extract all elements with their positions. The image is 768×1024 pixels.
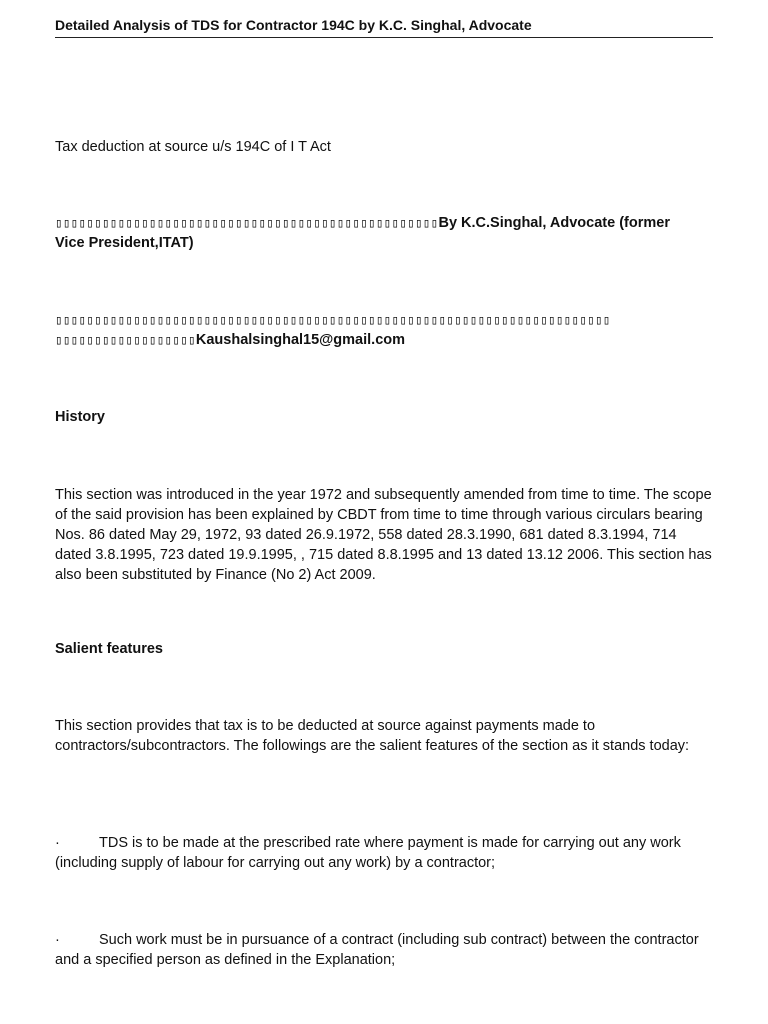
bullet-item-2: [55, 930, 715, 970]
salient-heading: Salient features: [55, 641, 163, 657]
author-email: Kaushalsinghal15@gmail.com: [195, 332, 406, 348]
unrendered-glyphs-line-1: ▯▯▯▯▯▯▯▯▯▯▯▯▯▯▯▯▯▯▯▯▯▯▯▯▯▯▯▯▯▯▯▯▯▯▯▯▯▯▯▯▯▯▯▯▯▯▯▯▯▯▯▯▯▯▯▯▯▯▯▯▯▯▯▯▯▯▯▯▯▯▯: [55, 312, 611, 327]
author-line-2: Vice President,ITAT): [55, 235, 194, 251]
history-text: This section was introduced in the year 1972 and subsequently amended from time to time. The scope of the said provision has been explained by CBDT from time to time through various circulars bearing Nos. 86 dated May 29, 1972, 93 dated 26.9.1972, 558 dated 28.3.1990, 681 dated 8.3.1994, 714 dated 3.8.1995, 723 dated 19.9.1995, , 715 dated 8.8.1995 and 13 dated 13.12 2006. This section has also been substituted by Finance (No 2) Act 2009.: [55, 487, 712, 583]
unrendered-glyphs: ▯▯▯▯▯▯▯▯▯▯▯▯▯▯▯▯▯▯▯▯▯▯▯▯▯▯▯▯▯▯▯▯▯▯▯▯▯▯▯▯▯▯▯▯▯▯▯▯▯: [55, 215, 439, 230]
author-line: By K.C.Singhal, Advocate (former: [438, 215, 670, 231]
unrendered-glyphs-line-2: ▯▯▯▯▯▯▯▯▯▯▯▯▯▯▯▯▯▯: [55, 332, 196, 347]
email-paragraph: [55, 310, 761, 350]
document-title: Detailed Analysis of TDS for Contractor 194C by K.C. Singhal, Advocate: [55, 17, 532, 33]
bullet-item-1: [55, 833, 715, 873]
intro-line: Tax deduction at source u/s 194C of I T Act: [55, 139, 331, 155]
salient-text: This section provides that tax is to be deducted at source against payments made to contractors/subcontractors. The followings are the salient features of the section as it stands today:: [55, 718, 690, 754]
bullet-icon: ·: [55, 932, 60, 948]
history-heading: History: [55, 409, 105, 425]
bullet-icon: ·: [55, 835, 60, 851]
author-paragraph: [55, 213, 761, 253]
bullet-text-2: Such work must be in pursuance of a contract (including sub contract) between the contractor and a specified person as defined in the Explanation;: [55, 932, 699, 968]
page-header: [55, 15, 713, 38]
bullet-text-1: TDS is to be made at the prescribed rate where payment is made for carrying out any work (including supply of labour for carrying out any work) by a contractor;: [55, 835, 681, 871]
